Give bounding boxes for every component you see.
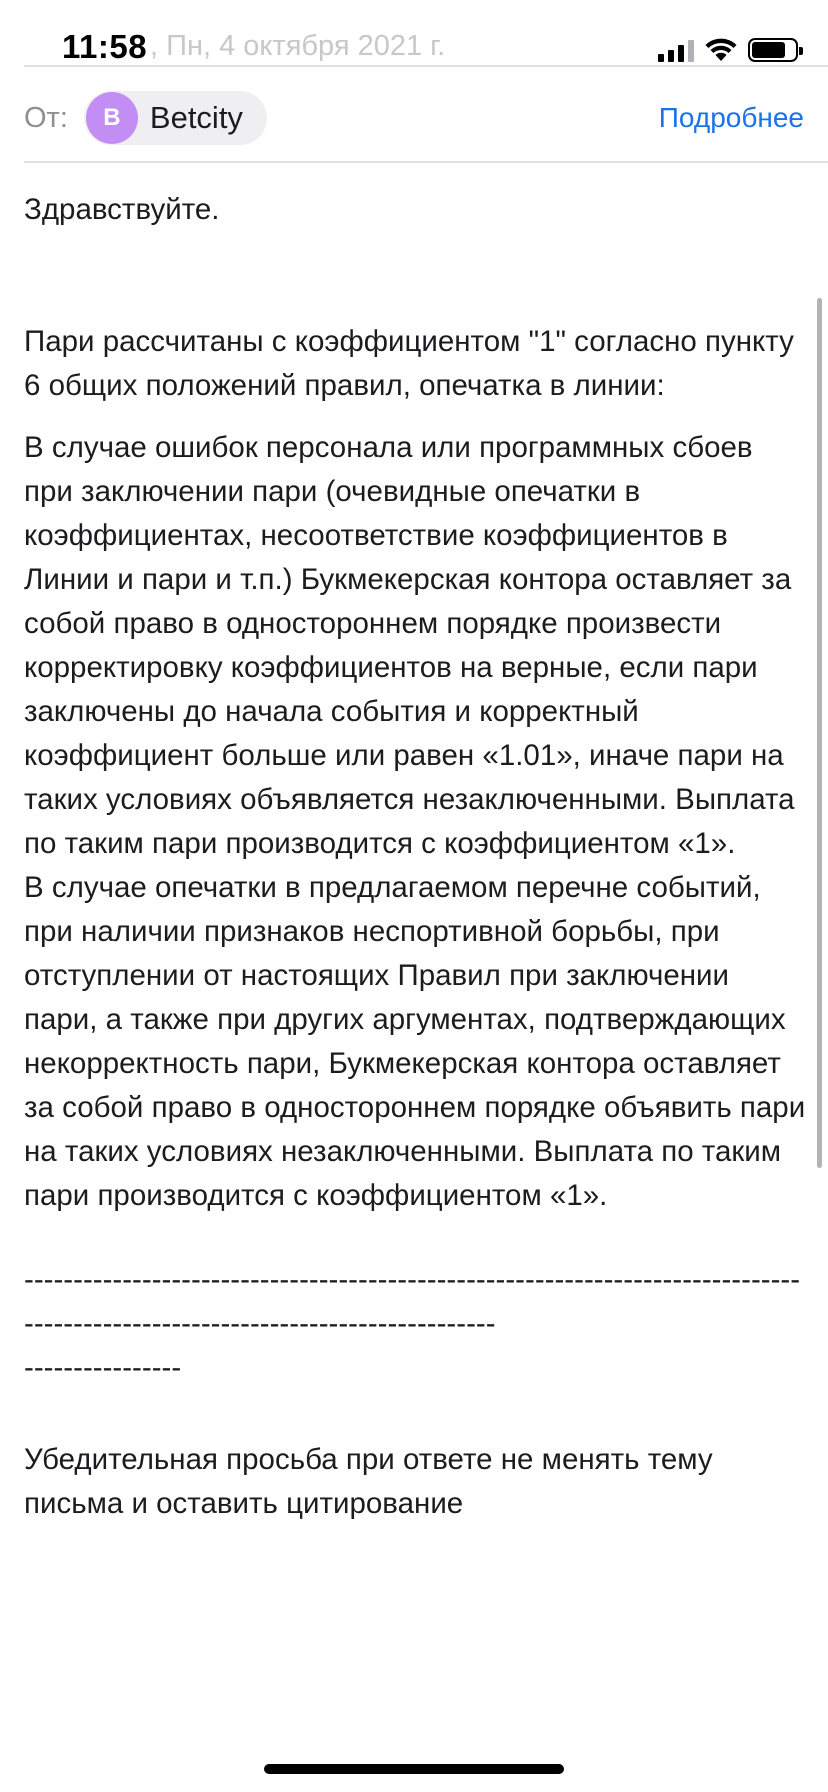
sender-avatar: B [86,92,138,144]
footer-text: Убедительная просьба при ответе не менять тему письма и оставить цитирование [24,1443,713,1520]
battery-icon [748,38,798,62]
sender-row [24,88,804,148]
details-link[interactable]: Подробнее [658,102,804,133]
status-time: 11:58 [62,28,148,65]
status-bar [0,0,828,100]
wifi-icon [704,37,738,63]
body-paragraph: В случае ошибок персонала или программных сбоев при заключении пари (очевидные опечатки в коэффициентах, несоответствие коэффициентов в Линии и пари и т.п.) Букмекерская контора оставляет за собой право в одностороннем порядке произвести корректировку коэффициентов на верные, если пари заключены до начала события и корректный коэффициент больше или равен «1.01», иначе пари на таких условиях объявляется незаключенными. Выплата по таким пари производится с коэффициентом «1». В случае опечатки в предлагаемом перечне событий, при наличии признаков неспортивной борьбы, при отступлении от настоящих Правил при заключении пари, а также при других аргументах, подтверждающих некорректность пари, Букмекерская контора оставляет за собой право в одностороннем порядке объявить пари на таких условиях незаключенными. Выплата по таким пари производится с коэффициентом «1». [24,431,806,1212]
mail-body [24,188,806,1544]
scroll-indicator[interactable] [817,298,822,1168]
separator-line: ------------------------------------------------------------------------------------------------------------------------------- ---------------- [24,1263,801,1384]
sender-chip[interactable] [84,91,267,145]
mail-date-behind-status-bar: , Пн, 4 октября 2021 г. [150,30,446,62]
sender-name: Betcity [149,100,243,135]
body-paragraph: Пари рассчитаны с коэффициентом "1" согласно пункту 6 общих положений правил, опечатка в линии: [24,325,794,402]
greeting-text: Здравствуйте. [24,193,220,226]
from-label: От: [24,101,68,134]
cellular-signal-icon [658,38,694,62]
home-indicator[interactable] [264,1764,564,1774]
status-icons [658,36,798,64]
header-divider-bottom [24,161,828,163]
